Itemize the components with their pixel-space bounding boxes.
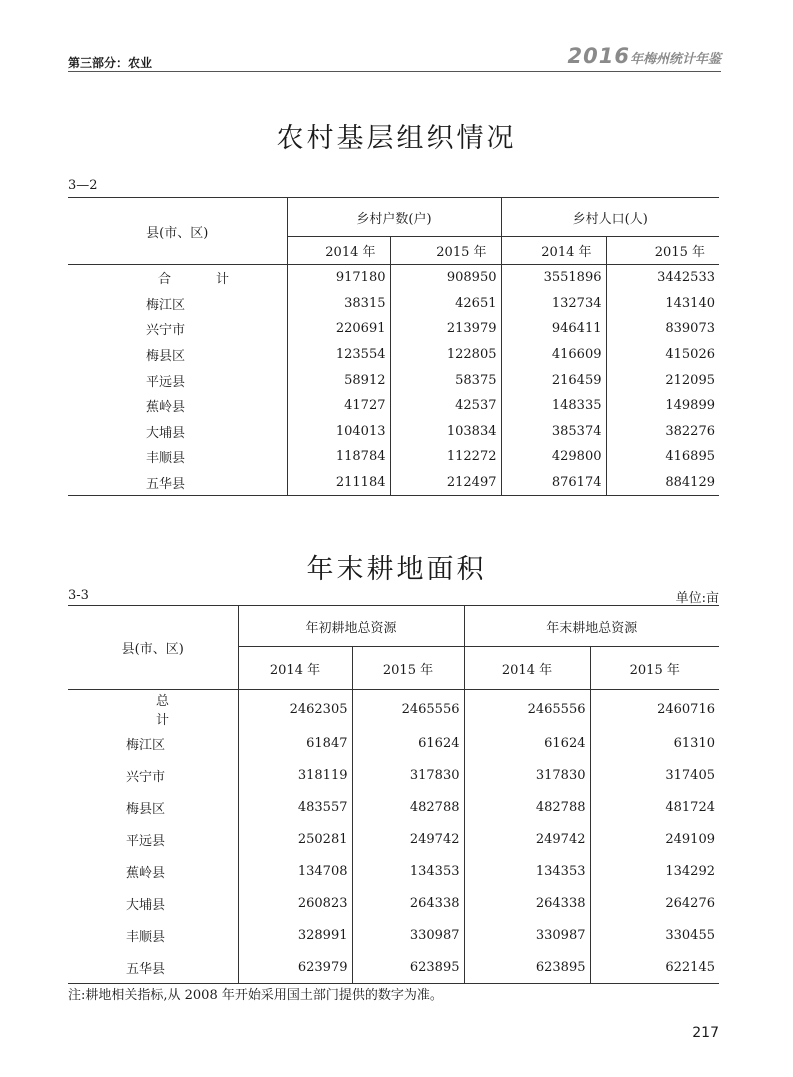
cell: 328991 [238, 919, 352, 951]
group-header-households: 乡村户数(户) [287, 198, 501, 237]
table-row [68, 367, 719, 393]
table-row [68, 824, 719, 856]
row-name: 大埔县 [126, 897, 166, 913]
cell: 429800 [501, 444, 606, 470]
table-row [68, 444, 719, 470]
cell: 134292 [590, 856, 719, 888]
table-row [68, 919, 719, 951]
cell: 2465556 [352, 690, 464, 729]
cell: 104013 [287, 419, 390, 445]
yearbook-name: 年梅州统计年鉴 [629, 52, 721, 67]
cell: 211184 [287, 470, 390, 496]
footnote: 注:耕地相关指标,从 2008 年开始采用国土部门提供的数字为准。 [68, 988, 443, 1003]
cell: 42537 [390, 393, 501, 419]
yearbook-title [568, 44, 721, 68]
table-row [68, 470, 719, 496]
cell: 249109 [590, 824, 719, 856]
row-name: 兴宁市 [126, 770, 166, 786]
cell: 908950 [390, 265, 501, 291]
cell: 623895 [352, 951, 464, 983]
column-header-county: 县(市、区) [68, 198, 287, 265]
year-header: 2015 年 [390, 237, 501, 265]
group-header-start-of-year: 年初耕地总资源 [238, 606, 464, 647]
cell: 260823 [238, 887, 352, 919]
row-name: 丰顺县 [126, 929, 166, 945]
cell: 2462305 [238, 690, 352, 729]
header-divider [68, 71, 721, 72]
cell: 38315 [287, 291, 390, 317]
cell: 2460716 [590, 690, 719, 729]
row-name: 平远县 [126, 834, 166, 850]
year-header: 2015 年 [352, 647, 464, 690]
cell: 61847 [238, 728, 352, 760]
cell: 212497 [390, 470, 501, 496]
cell: 623979 [238, 951, 352, 983]
cell: 134353 [464, 856, 590, 888]
year-header: 2015 年 [590, 647, 719, 690]
cell: 149899 [606, 393, 719, 419]
cell: 58912 [287, 367, 390, 393]
table-row [68, 342, 719, 368]
table-row [68, 393, 719, 419]
year-header: 2015 年 [606, 237, 719, 265]
cell: 318119 [238, 760, 352, 792]
cell: 118784 [287, 444, 390, 470]
farmland-area-table [68, 605, 719, 984]
table-row [68, 316, 719, 342]
cell: 416895 [606, 444, 719, 470]
cell: 264338 [352, 887, 464, 919]
table2-number: 3-3 [68, 588, 89, 603]
year-header: 2014 年 [287, 237, 390, 265]
table-row [68, 690, 719, 729]
table1-title: 农村基层组织情况 [276, 123, 517, 154]
cell: 839073 [606, 316, 719, 342]
cell: 41727 [287, 393, 390, 419]
cell: 249742 [464, 824, 590, 856]
section-label: 第三部分：农业 [68, 56, 153, 70]
table-row [68, 887, 719, 919]
row-name: 兴宁市 [146, 323, 186, 339]
cell: 264338 [464, 887, 590, 919]
cell: 622145 [590, 951, 719, 983]
cell: 134353 [352, 856, 464, 888]
cell: 876174 [501, 470, 606, 496]
cell: 330987 [352, 919, 464, 951]
cell: 220691 [287, 316, 390, 342]
cell: 212095 [606, 367, 719, 393]
row-name: 梅江区 [146, 297, 186, 313]
cell: 250281 [238, 824, 352, 856]
group-header-population: 乡村人口(人) [501, 198, 719, 237]
row-name: 总 计 [156, 694, 215, 728]
year-header: 2014 年 [238, 647, 352, 690]
row-name: 蕉岭县 [126, 866, 166, 881]
cell: 385374 [501, 419, 606, 445]
cell: 946411 [501, 316, 606, 342]
column-header-county: 县(市、区) [68, 606, 238, 690]
table-row [68, 951, 719, 983]
table-row [68, 792, 719, 824]
cell: 61310 [590, 728, 719, 760]
cell: 415026 [606, 342, 719, 368]
cell: 249742 [352, 824, 464, 856]
table2-unit: 单位:亩 [675, 591, 719, 606]
rural-organization-table [68, 197, 719, 496]
table2-title: 年末耕地面积 [306, 554, 487, 585]
cell: 61624 [352, 728, 464, 760]
cell: 623895 [464, 951, 590, 983]
cell: 3551896 [501, 265, 606, 291]
row-name: 梅县区 [146, 349, 186, 365]
cell: 317405 [590, 760, 719, 792]
cell: 382276 [606, 419, 719, 445]
cell: 112272 [390, 444, 501, 470]
row-name: 平远县 [146, 374, 186, 390]
cell: 264276 [590, 887, 719, 919]
row-name: 蕉岭县 [146, 400, 186, 416]
cell: 482788 [352, 792, 464, 824]
cell: 103834 [390, 419, 501, 445]
table-row [68, 291, 719, 317]
table1-number: 3—2 [68, 178, 98, 193]
year-header: 2014 年 [464, 647, 590, 690]
row-name: 梅县区 [126, 802, 166, 818]
cell: 42651 [390, 291, 501, 317]
page-number: 217 [692, 1025, 719, 1041]
row-name: 梅江区 [126, 738, 166, 754]
cell: 330455 [590, 919, 719, 951]
table-row [68, 419, 719, 445]
cell: 58375 [390, 367, 501, 393]
cell: 317830 [464, 760, 590, 792]
cell: 330987 [464, 919, 590, 951]
cell: 3442533 [606, 265, 719, 291]
table-row [68, 760, 719, 792]
cell: 416609 [501, 342, 606, 368]
cell: 216459 [501, 367, 606, 393]
cell: 123554 [287, 342, 390, 368]
table-row [68, 856, 719, 888]
table-row [68, 728, 719, 760]
cell: 483557 [238, 792, 352, 824]
year-header: 2014 年 [501, 237, 606, 265]
cell: 132734 [501, 291, 606, 317]
cell: 317830 [352, 760, 464, 792]
table-row [68, 265, 719, 291]
row-name: 合 计 [158, 272, 246, 288]
cell: 884129 [606, 470, 719, 496]
cell: 148335 [501, 393, 606, 419]
cell: 213979 [390, 316, 501, 342]
row-name: 五华县 [68, 951, 238, 983]
cell: 61624 [464, 728, 590, 760]
row-name: 丰顺县 [146, 451, 186, 467]
cell: 917180 [287, 265, 390, 291]
row-name: 大埔县 [146, 425, 186, 441]
cell: 122805 [390, 342, 501, 368]
cell: 482788 [464, 792, 590, 824]
cell: 2465556 [464, 690, 590, 729]
cell: 134708 [238, 856, 352, 888]
cell: 481724 [590, 792, 719, 824]
cell: 143140 [606, 291, 719, 317]
row-name: 五华县 [68, 470, 287, 496]
group-header-end-of-year: 年末耕地总资源 [464, 606, 719, 647]
yearbook-year: 2016 [567, 44, 630, 68]
